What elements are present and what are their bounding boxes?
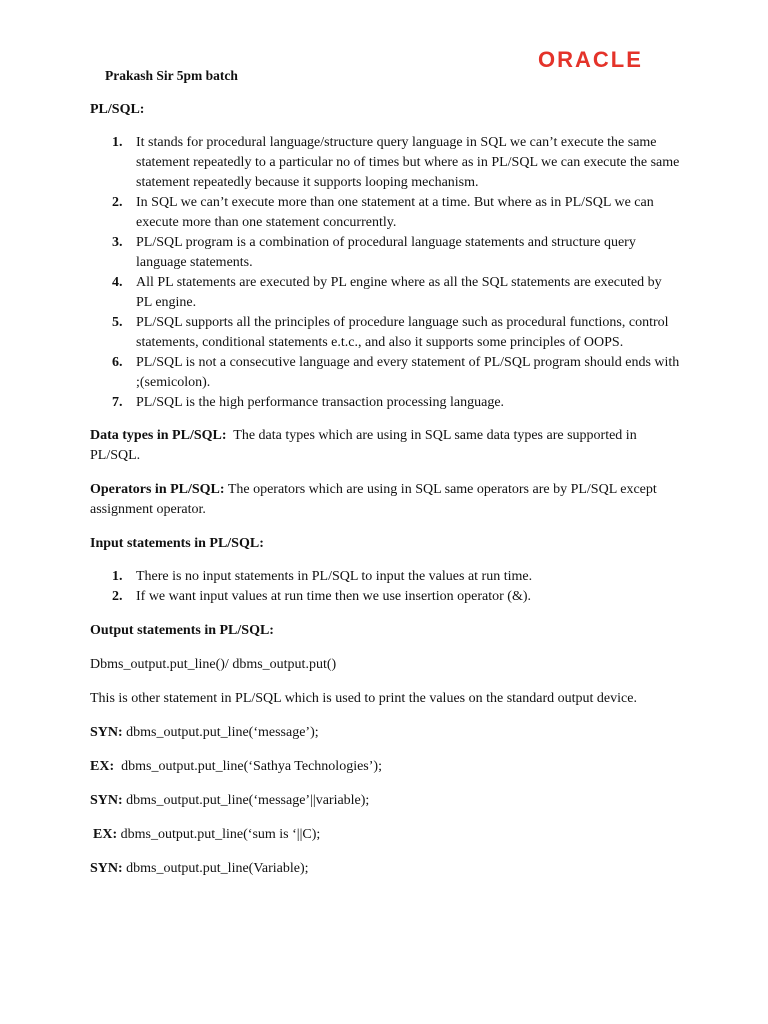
list-item: 5. PL/SQL supports all the principles of procedure language such as procedural functions, control statements, conditional statements e.t.c., and also it supports some principles of OOPS. bbox=[112, 315, 669, 350]
output-description: This is other statement in PL/SQL which is used to print the values on the standard output device. bbox=[90, 691, 637, 706]
list-item: 1. There is no input statements in PL/SQL to input the values at run time. bbox=[112, 569, 533, 584]
intro-list bbox=[90, 133, 680, 413]
example-line: EX: dbms_output.put_line(‘sum is ‘||C); bbox=[93, 827, 321, 842]
input-heading: Input statements in PL/SQL: bbox=[90, 536, 264, 551]
operators-text: The operators which are using in SQL same operators are by PL/SQL except assignment operator. bbox=[90, 482, 657, 517]
operators-paragraph bbox=[90, 480, 680, 520]
list-item: 3. PL/SQL program is a combination of procedural language statements and structure query language statements. bbox=[112, 235, 636, 270]
example-line: SYN: dbms_output.put_line(‘message’); bbox=[90, 725, 319, 740]
data-types-paragraph bbox=[90, 426, 680, 466]
batch-label: Prakash Sir 5pm batch bbox=[105, 68, 238, 83]
list-item: 1. It stands for procedural language/structure query language in SQL we can’t execute the same statement repeatedly to a particular no of times but where as in PL/SQL we can execute the same statement repeatedly because it supports looping mechanism. bbox=[112, 135, 680, 190]
intro-heading: PL/SQL: bbox=[90, 102, 145, 117]
list-item: 7. PL/SQL is the high performance transaction processing language. bbox=[112, 395, 505, 410]
input-list bbox=[90, 567, 680, 607]
output-heading: Output statements in PL/SQL: bbox=[90, 623, 274, 638]
document-body bbox=[90, 100, 680, 879]
list-item: 4. All PL statements are executed by PL engine where as all the SQL statements are executed by PL engine. bbox=[112, 275, 662, 310]
example-line: EX: dbms_output.put_line(‘Sathya Technologies’); bbox=[90, 759, 382, 774]
output-functions: Dbms_output.put_line()/ dbms_output.put() bbox=[90, 657, 337, 672]
list-item: 2. If we want input values at run time then we use insertion operator (&). bbox=[112, 589, 531, 604]
oracle-logo: ORACLE bbox=[538, 47, 643, 72]
example-line: SYN: dbms_output.put_line(‘message’||variable); bbox=[90, 793, 370, 808]
example-line: SYN: dbms_output.put_line(Variable); bbox=[90, 861, 309, 876]
data-types-text: The data types which are using in SQL same data types are supported in PL/SQL. bbox=[90, 428, 637, 463]
list-item: 2. In SQL we can’t execute more than one statement at a time. But where as in PL/SQL we can execute more than one statement concurrently. bbox=[112, 195, 654, 230]
operators-label: Operators in PL/SQL: bbox=[90, 482, 225, 497]
list-item: 6. PL/SQL is not a consecutive language and every statement of PL/SQL program should ends with ;(semicolon). bbox=[112, 355, 680, 390]
data-types-label: Data types in PL/SQL: bbox=[90, 428, 227, 443]
